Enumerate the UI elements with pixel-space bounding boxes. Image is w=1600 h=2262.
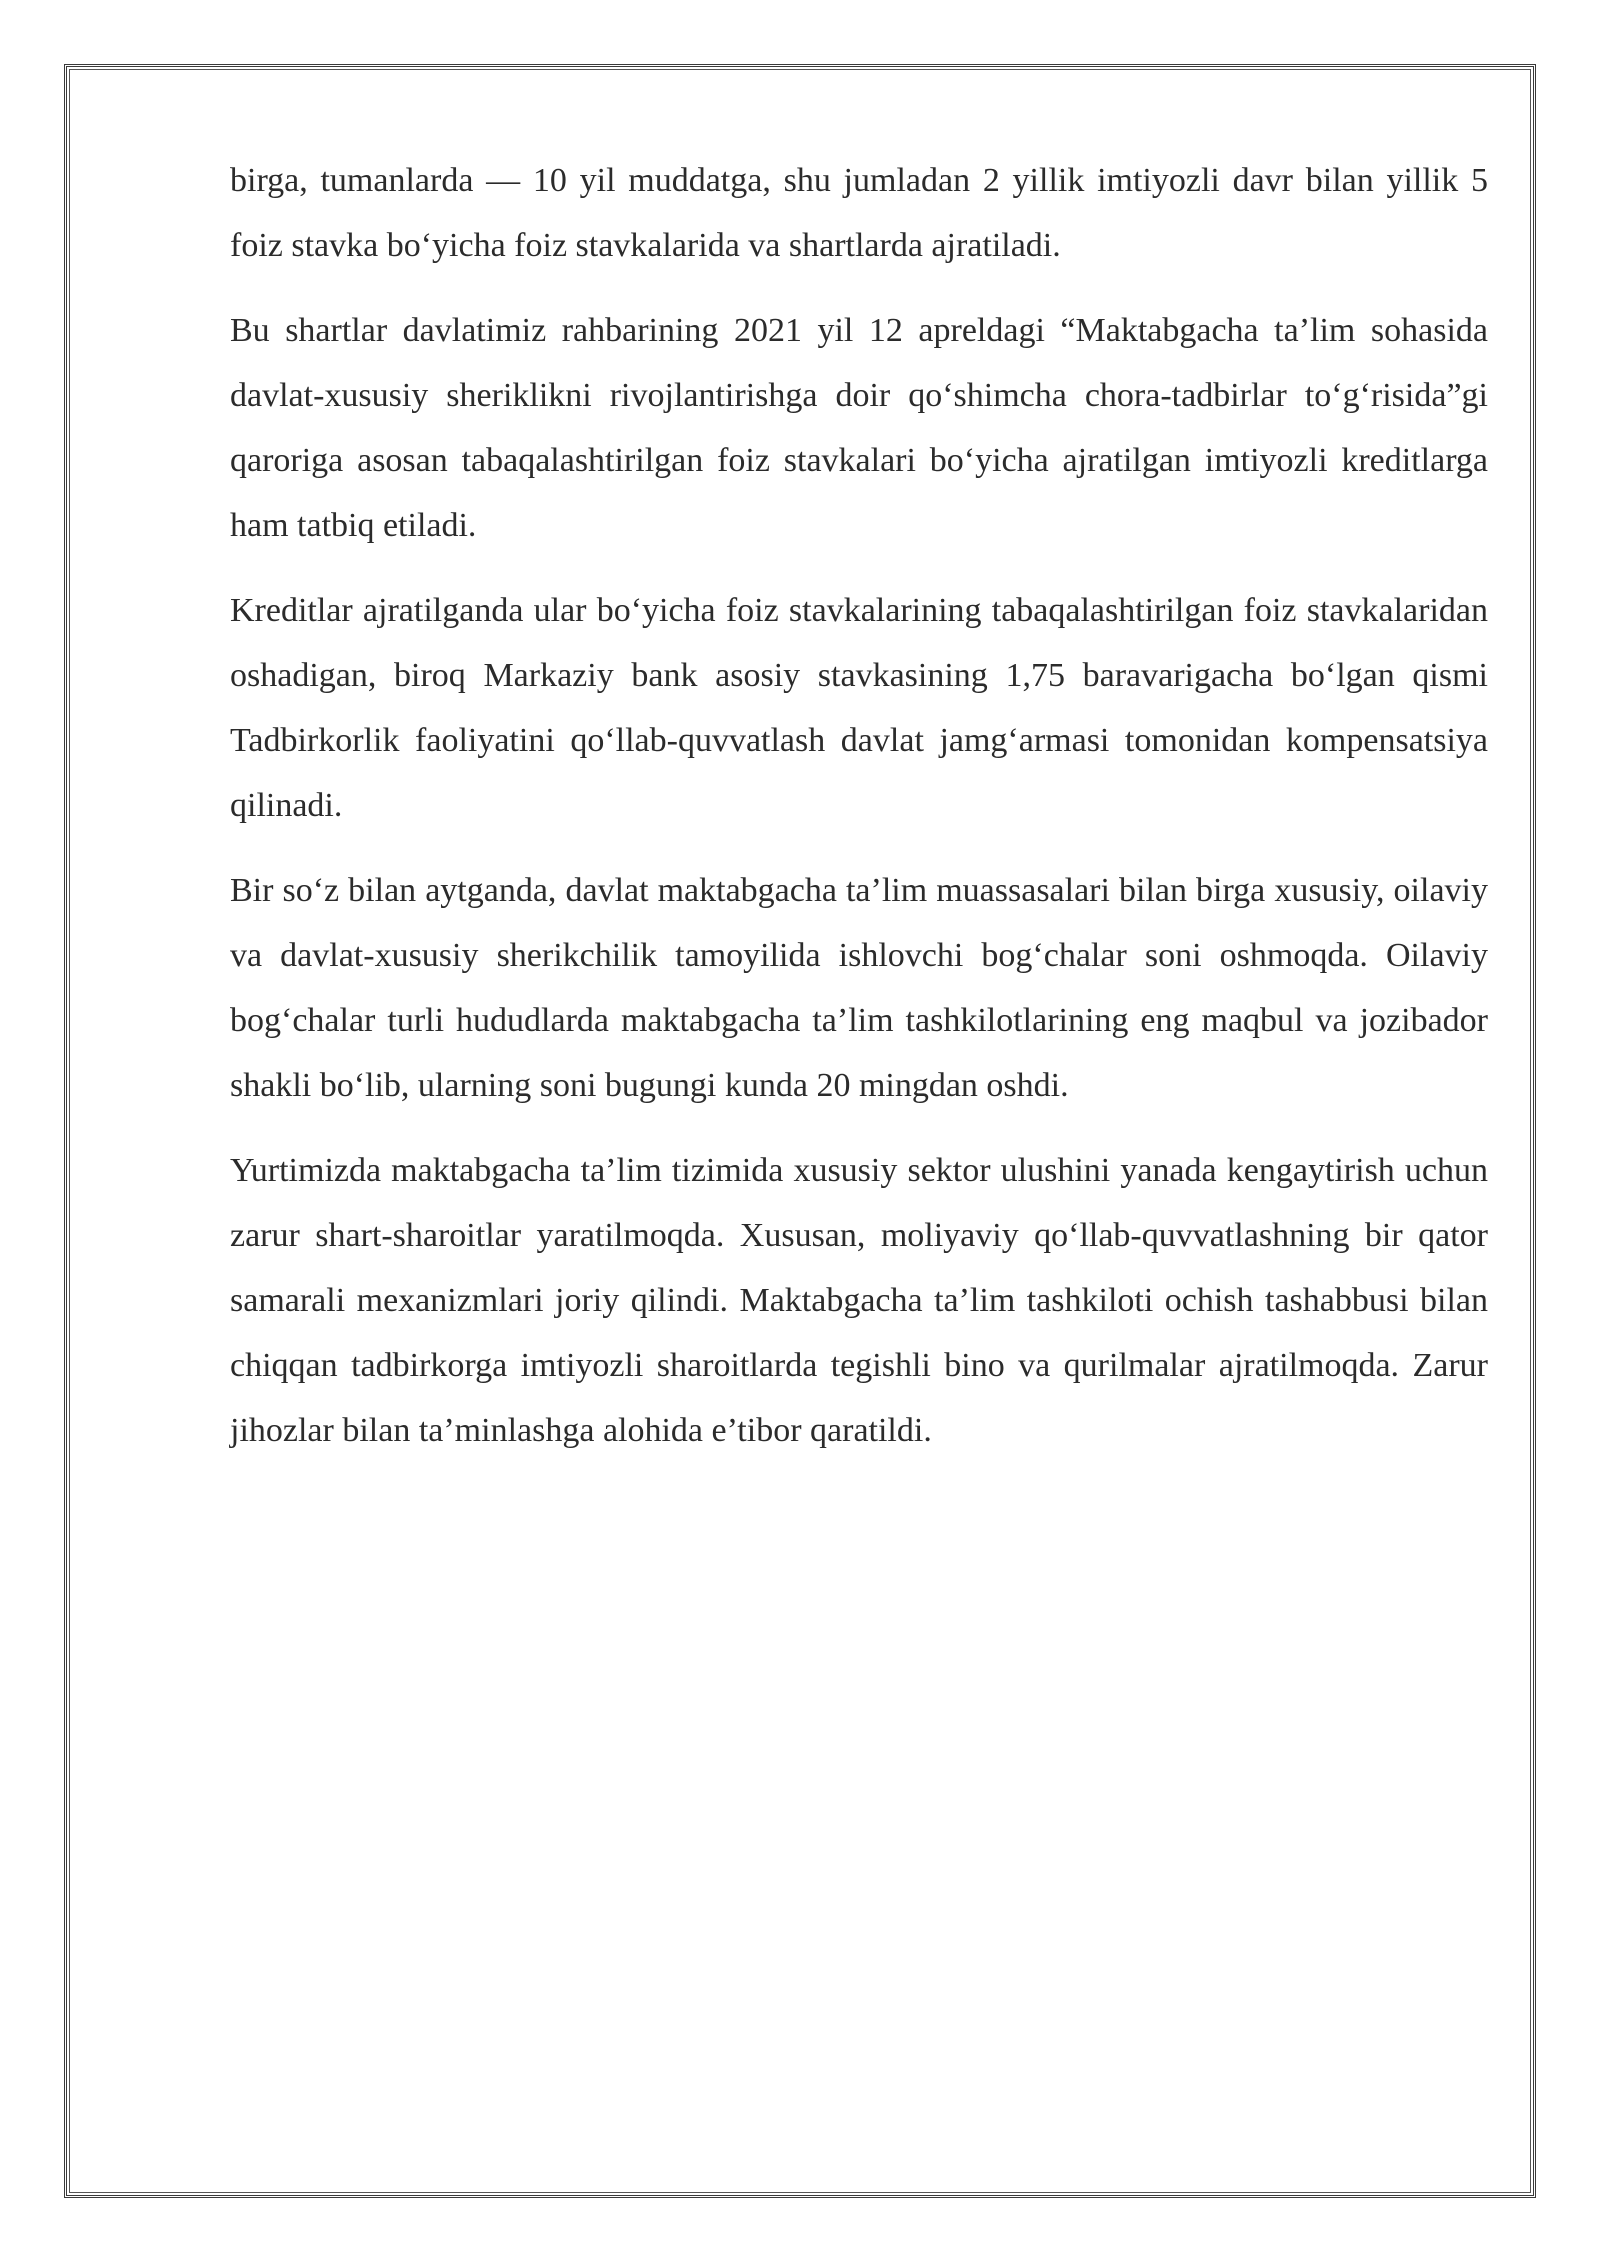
paragraph-2: Bu shartlar davlatimiz rahbarining 2021 yil 12 apreldagi “Maktabgacha ta’lim sohasida davlat-xususiy sheriklikni rivojlantirishga doir qo‘shimcha chora-tadbirlar to‘g‘risida”gi qaroriga asosan tabaqalashtirilgan foiz stavkalari bo‘yicha ajratilgan imtiyozli kreditlarga ham tatbiq etiladi. (230, 312, 1488, 544)
paragraph-1: birga, tumanlarda — 10 yil muddatga, shu jumladan 2 yillik imtiyozli davr bilan yillik 5 foiz stavka bo‘yicha foiz stavkalarida va shartlarda ajratiladi. (230, 162, 1488, 264)
paragraph-3: Kreditlar ajratilganda ular bo‘yicha foiz stavkalarining tabaqalashtirilgan foiz stavkalaridan oshadigan, biroq Markaziy bank asosiy stavkasining 1,75 baravarigacha bo‘lgan qismi Tadbirkorlik faoliyatini qo‘llab-quvvatlash davlat jamg‘armasi tomonidan kompensatsiya qilinadi. (230, 592, 1488, 824)
paragraph-4: Bir so‘z bilan aytganda, davlat maktabgacha ta’lim muassasalari bilan birga xususiy, oilaviy va davlat-xususiy sherikchilik tamoyilida ishlovchi bog‘chalar soni oshmoqda. Oilaviy bog‘chalar turli hududlarda maktabgacha ta’lim tashkilotlarining eng maqbul va jozibador shakli bo‘lib, ularning soni bugungi kunda 20 mingdan oshdi. (230, 872, 1488, 1104)
document-body (230, 148, 1488, 1483)
paragraph-5: Yurtimizda maktabgacha ta’lim tizimida xususiy sektor ulushini yanada kengaytirish uchun zarur shart-sharoitlar yaratilmoqda. Xususan, moliyaviy qo‘llab-quvvatlashning bir qator samarali mexanizmlari joriy qilindi. Maktabgacha ta’lim tashkiloti ochish tashabbusi bilan chiqqan tadbirkorga imtiyozli sharoitlarda tegishli bino va qurilmalar ajratilmoqda. Zarur jihozlar bilan ta’minlashga alohida e’tibor qaratildi. (230, 1152, 1488, 1449)
